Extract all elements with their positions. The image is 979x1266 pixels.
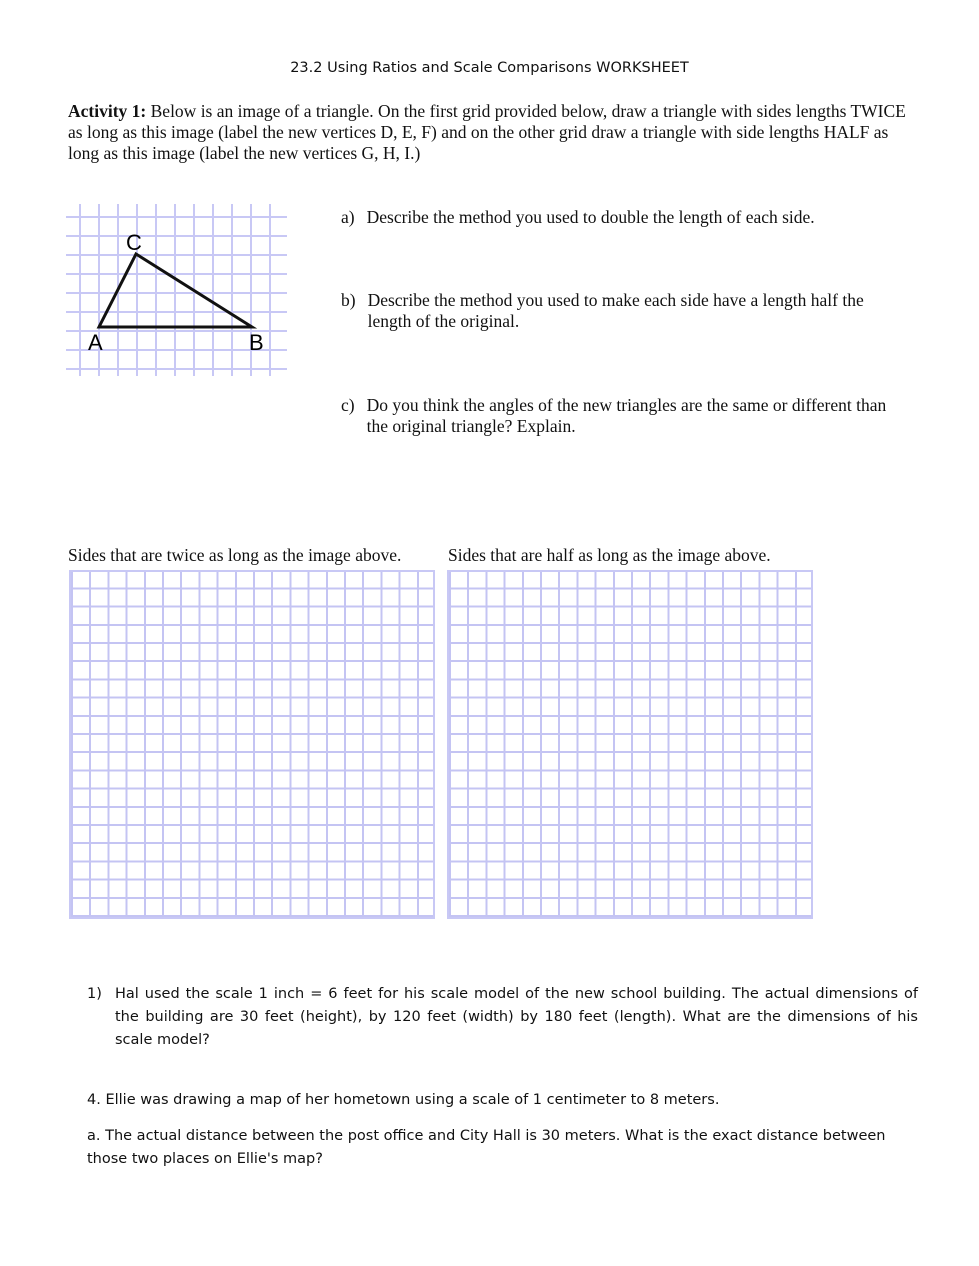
problem-4a: a. The actual distance between the post office and City Hall is 30 meters. What is the exact distance between those two places on Ellie's map? — [87, 1128, 886, 1167]
question-marker: c) — [341, 395, 355, 415]
twice-drawing-grid[interactable] — [69, 570, 435, 919]
problem-text: Hal used the scale 1 inch = 6 feet for his scale model of the new school building. The actual dimensions of the building are 30 feet (height), by 120 feet (width) by 180 feet (length). What are the dimensions of his scale model? — [115, 986, 918, 1048]
vertex-c-label: C — [126, 230, 142, 255]
problem-1 — [87, 983, 918, 1052]
question-a — [341, 207, 911, 228]
question-text: Do you think the angles of the new triangles are the same or different than the original triangle? Explain. — [366, 395, 887, 436]
activity-text: Below is an image of a triangle. On the first grid provided below, draw a triangle with sides lengths TWICE as long as this image (label the new vertices D, E, F) and on the other grid draw a triangle with side lengths HALF as long as this image (label the new vertices G, H, I.) — [68, 101, 906, 163]
half-grid-label: Sides that are half as long as the image above. — [448, 545, 771, 565]
question-text: Describe the method you used to make each side have a length half the length of the original. — [367, 290, 864, 331]
question-marker: a) — [341, 207, 355, 227]
problem-marker: 1) — [87, 986, 102, 1002]
problem-4: 4. Ellie was drawing a map of her hometown using a scale of 1 centimeter to 8 meters. — [87, 1092, 720, 1108]
activity-instructions — [68, 101, 918, 164]
question-b — [341, 290, 911, 332]
worksheet-title: 23.2 Using Ratios and Scale Comparisons WORKSHEET — [290, 60, 689, 76]
vertex-a-label: A — [88, 330, 103, 355]
triangle-figure — [62, 200, 292, 380]
half-drawing-grid[interactable] — [447, 570, 813, 919]
twice-grid-label: Sides that are twice as long as the image above. — [68, 545, 402, 565]
question-marker: b) — [341, 290, 356, 310]
vertex-b-label: B — [249, 330, 264, 355]
activity-label: Activity 1: — [68, 101, 147, 121]
question-c — [341, 395, 911, 437]
question-text: Describe the method you used to double the length of each side. — [366, 207, 815, 227]
